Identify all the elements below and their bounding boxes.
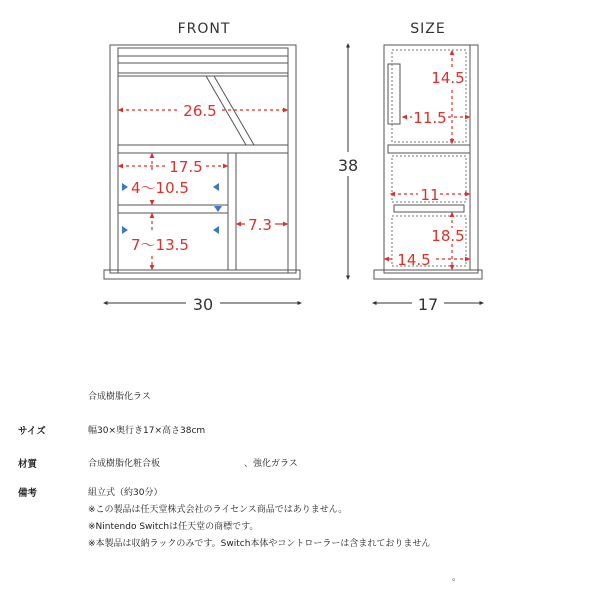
front-dim-upper-height: 4〜10.5 [131,179,189,197]
material-spec-label: 材質 [18,459,38,470]
notes-spec-label: 備考 [18,488,38,499]
material-caption: 合成樹脂化ラス [88,392,151,402]
notes-line-3: ※Nintendo Switchは任天堂の商標です。 [88,522,259,532]
total-width-label: 30 [192,295,214,314]
front-dim-shelf-width: 17.5 [169,158,203,176]
material-spec-value-1: 合成樹脂化粧合板 [88,459,161,469]
side-dim-lower-height: 18.5 [431,227,465,245]
side-dim-mid-depth: 11 [420,186,440,204]
front-dim-lower-height: 7〜13.5 [131,236,189,254]
notes-line-1: 組立式（約30分） [88,488,163,498]
notes-line-4: ※本製品は収納ラックのみです。Switch本体やコントローラーは含まれておりません [88,539,431,549]
size-spec-value: 幅30×奥行き17×高さ38cm [88,426,206,436]
side-dim-top-depth: 14.5 [431,69,465,87]
total-depth-label: 17 [417,295,439,314]
side-dim-bottom-depth: 14.5 [397,251,431,269]
size-title: SIZE [410,21,446,37]
front-dim-top-width: 26.5 [183,102,217,120]
notes-line-2: ※この製品は任天堂株式会社のライセンス商品ではありません。 [88,505,348,515]
front-title: FRONT [177,21,231,37]
size-spec-label: サイズ [18,426,46,437]
trailing-mark: 。 [452,573,462,583]
side-dim-upper-depth: 11.5 [413,109,447,127]
material-spec-value-2: 、強化ガラス [244,459,298,469]
front-dim-side-width: 7.3 [248,216,272,234]
total-height-label: 38 [337,156,359,175]
